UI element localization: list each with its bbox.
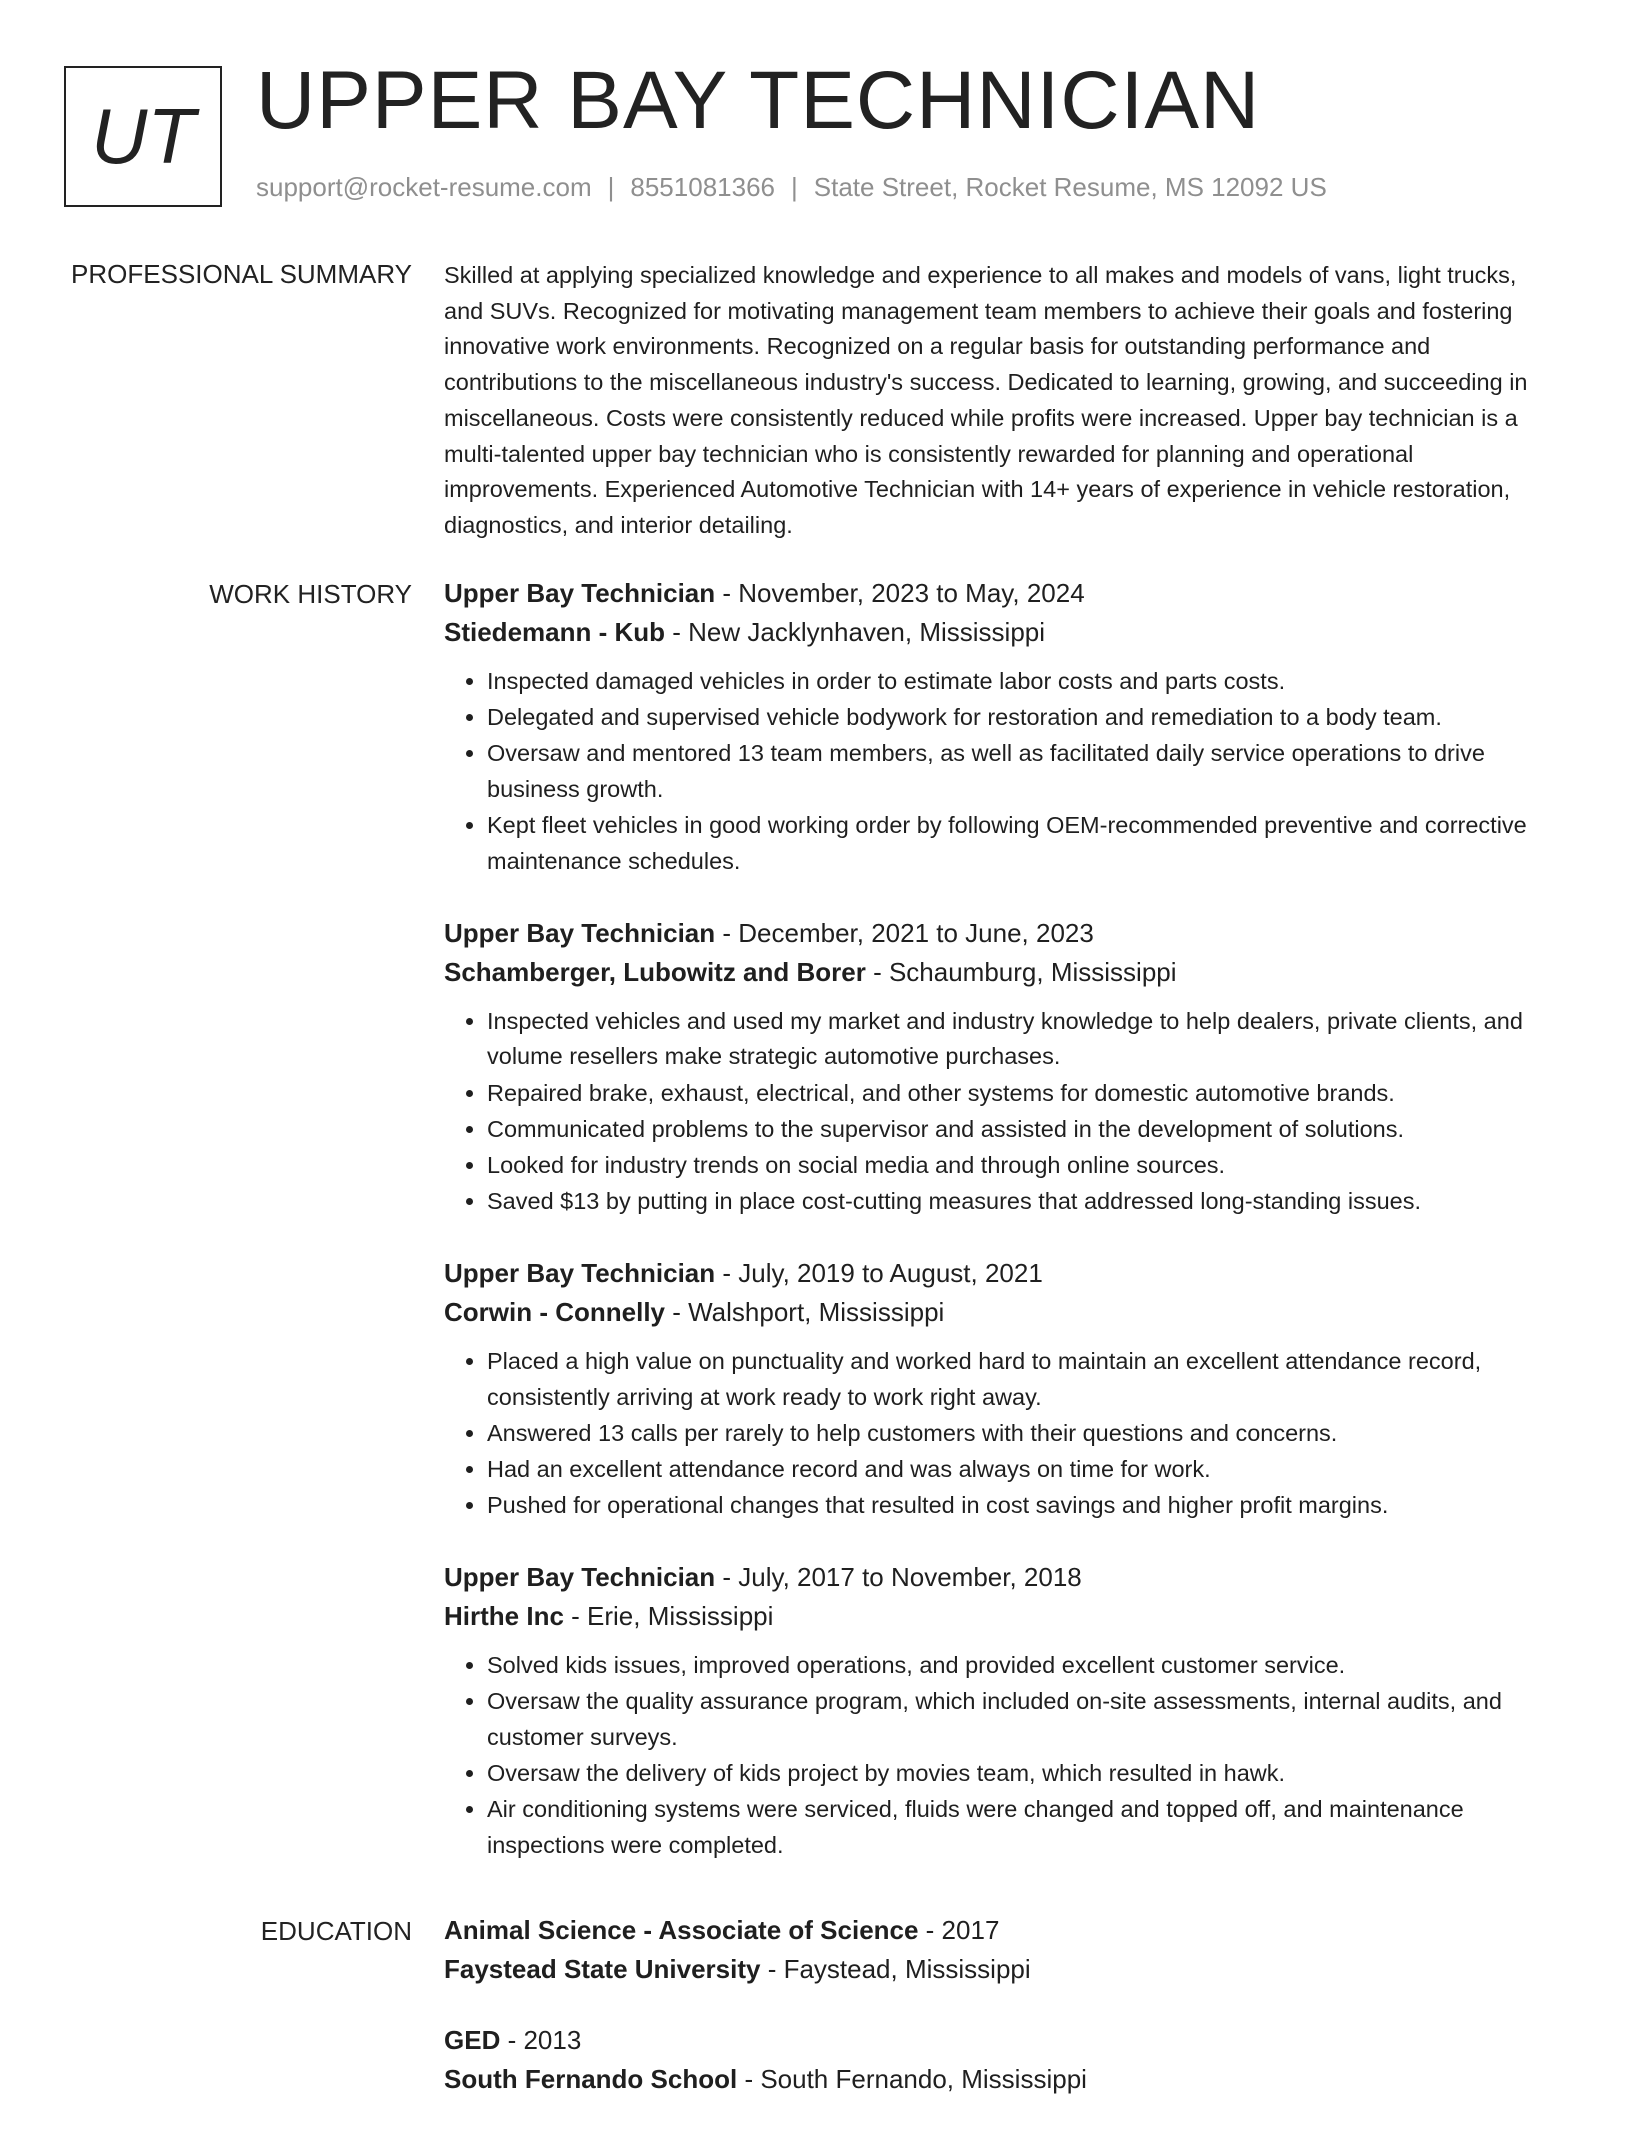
job-title-line	[444, 574, 1560, 613]
job-entry	[444, 574, 1560, 880]
degree-line	[444, 2021, 1560, 2060]
duty-item: • Looked for industry trends on social media and through online sources.	[487, 1148, 1560, 1184]
school-location: - Faystead, Mississippi	[760, 1954, 1031, 1984]
contact-separator: |	[607, 172, 615, 202]
job-title-line	[444, 1254, 1560, 1293]
duty-item: • Saved $13 by putting in place cost-cutting measures that addressed long-standing issues.	[487, 1184, 1560, 1220]
monogram-box	[64, 66, 222, 207]
duty-item: • Had an excellent attendance record and was always on time for work.	[487, 1452, 1560, 1488]
education-entry	[444, 1911, 1560, 1989]
job-entry	[444, 914, 1560, 1220]
job-location: - Walshport, Mississippi	[665, 1296, 945, 1327]
contact-line	[256, 172, 1327, 203]
education-list	[444, 1911, 1560, 2131]
job-location: - New Jacklynhaven, Mississippi	[665, 617, 1046, 647]
duty-item: • Solved kids issues, improved operations, and provided excellent customer service.	[487, 1648, 1560, 1684]
summary-heading: PROFESSIONAL SUMMARY	[71, 259, 412, 289]
degree-year: - 2017	[918, 1915, 1000, 1945]
job-dates: - December, 2021 to June, 2023	[715, 917, 1094, 948]
duty-item: • Oversaw the delivery of kids project by movies team, which resulted in hawk.	[487, 1756, 1560, 1792]
degree: Animal Science - Associate of Science	[444, 1915, 919, 1945]
duty-list	[444, 664, 1560, 880]
job-dates: - July, 2017 to November, 2018	[715, 1561, 1082, 1592]
job-list	[444, 574, 1560, 1898]
monogram-initials: UT	[91, 92, 195, 180]
duty-item: • Repaired brake, exhaust, electrical, and other systems for domestic automotive brands.	[487, 1076, 1560, 1112]
summary-text: Skilled at applying specialized knowledge and experience to all makes and models of vans, light trucks, and SUVs. Recognized for motivating management team members to achieve their goals and fostering innovative work environments. Recognized on a regular basis for outstanding performance and contributions to the miscellaneous industry's success. Dedicated to learning, growing, and succeeding in miscellaneous. Costs were consistently reduced while profits were increased. Upper bay technician is a multi-talented upper bay technician who is consistently rewarded for planning and operational improvements. Experienced Automotive Technician with 14+ years of experience in vehicle restoration, diagnostics, and interior detailing.	[444, 262, 1528, 538]
job-title-line	[444, 1558, 1560, 1597]
job-company-line	[444, 613, 1560, 652]
duty-item: • Delegated and supervised vehicle bodywork for restoration and remediation to a body team.	[487, 700, 1560, 736]
contact-separator: |	[791, 172, 798, 202]
job-company-line	[444, 1597, 1560, 1636]
job-company: Hirthe Inc	[444, 1600, 564, 1631]
job-title: Upper Bay Technician	[444, 1561, 716, 1592]
duty-item: • Inspected vehicles and used my market and industry knowledge to help dealers, private clients, and volume resellers make strategic automotive purchases.	[487, 1004, 1560, 1075]
degree: GED	[444, 2025, 501, 2055]
job-company: Schamberger, Lubowitz and Borer	[444, 956, 866, 987]
job-title: Upper Bay Technician	[444, 578, 716, 608]
job-company-line	[444, 953, 1560, 992]
duty-item: • Pushed for operational changes that resulted in cost savings and higher profit margins.	[487, 1488, 1560, 1524]
job-title: Upper Bay Technician	[444, 917, 716, 948]
job-entry	[444, 1558, 1560, 1864]
school: South Fernando School	[444, 2064, 738, 2094]
degree-year: - 2013	[500, 2025, 582, 2055]
duty-item: • Answered 13 calls per rarely to help customers with their questions and concerns.	[487, 1416, 1560, 1452]
job-company-line	[444, 1293, 1560, 1332]
contact-address: State Street, Rocket Resume, MS 12092 US	[813, 172, 1327, 202]
job-company: Stiedemann - Kub	[444, 617, 666, 647]
candidate-name: UPPER BAY TECHNICIAN	[256, 55, 1261, 146]
duty-item: • Oversaw and mentored 13 team members, as well as facilitated daily service operations to drive business growth.	[487, 736, 1560, 807]
job-dates: - July, 2019 to August, 2021	[715, 1257, 1043, 1288]
school-line	[444, 2060, 1560, 2099]
contact-email: support@rocket-resume.com	[256, 172, 592, 202]
degree-line	[444, 1911, 1560, 1950]
school-location: - South Fernando, Mississippi	[737, 2064, 1087, 2094]
duty-item: • Oversaw the quality assurance program, which included on-site assessments, internal audits, and customer surveys.	[487, 1684, 1560, 1755]
job-entry	[444, 1254, 1560, 1524]
duty-item: • Communicated problems to the supervisor and assisted in the development of solutions.	[487, 1112, 1560, 1148]
duty-list	[444, 1648, 1560, 1864]
job-dates: - November, 2023 to May, 2024	[715, 578, 1085, 608]
education-entry	[444, 2021, 1560, 2099]
job-title: Upper Bay Technician	[444, 1257, 716, 1288]
job-location: - Erie, Mississippi	[563, 1600, 774, 1631]
duty-item: • Placed a high value on punctuality and worked hard to maintain an excellent attendance record, consistently arriving at work ready to work right away.	[487, 1344, 1560, 1415]
job-company: Corwin - Connelly	[444, 1296, 665, 1327]
school-line	[444, 1950, 1560, 1989]
duty-item: • Kept fleet vehicles in good working order by following OEM-recommended preventive and corrective maintenance schedules.	[487, 808, 1560, 879]
education-heading: EDUCATION	[260, 1916, 412, 1946]
duty-item: • Air conditioning systems were serviced, fluids were changed and topped off, and maintenance inspections were completed.	[487, 1792, 1560, 1863]
contact-phone: 8551081366	[630, 172, 775, 202]
duty-item: • Inspected damaged vehicles in order to estimate labor costs and parts costs.	[487, 664, 1560, 700]
job-location: - Schaumburg, Mississippi	[865, 956, 1177, 987]
duty-list	[444, 1004, 1560, 1220]
duty-list	[444, 1344, 1560, 1524]
school: Faystead State University	[444, 1954, 761, 1984]
job-title-line	[444, 914, 1560, 953]
work-history-heading: WORK HISTORY	[209, 579, 412, 609]
